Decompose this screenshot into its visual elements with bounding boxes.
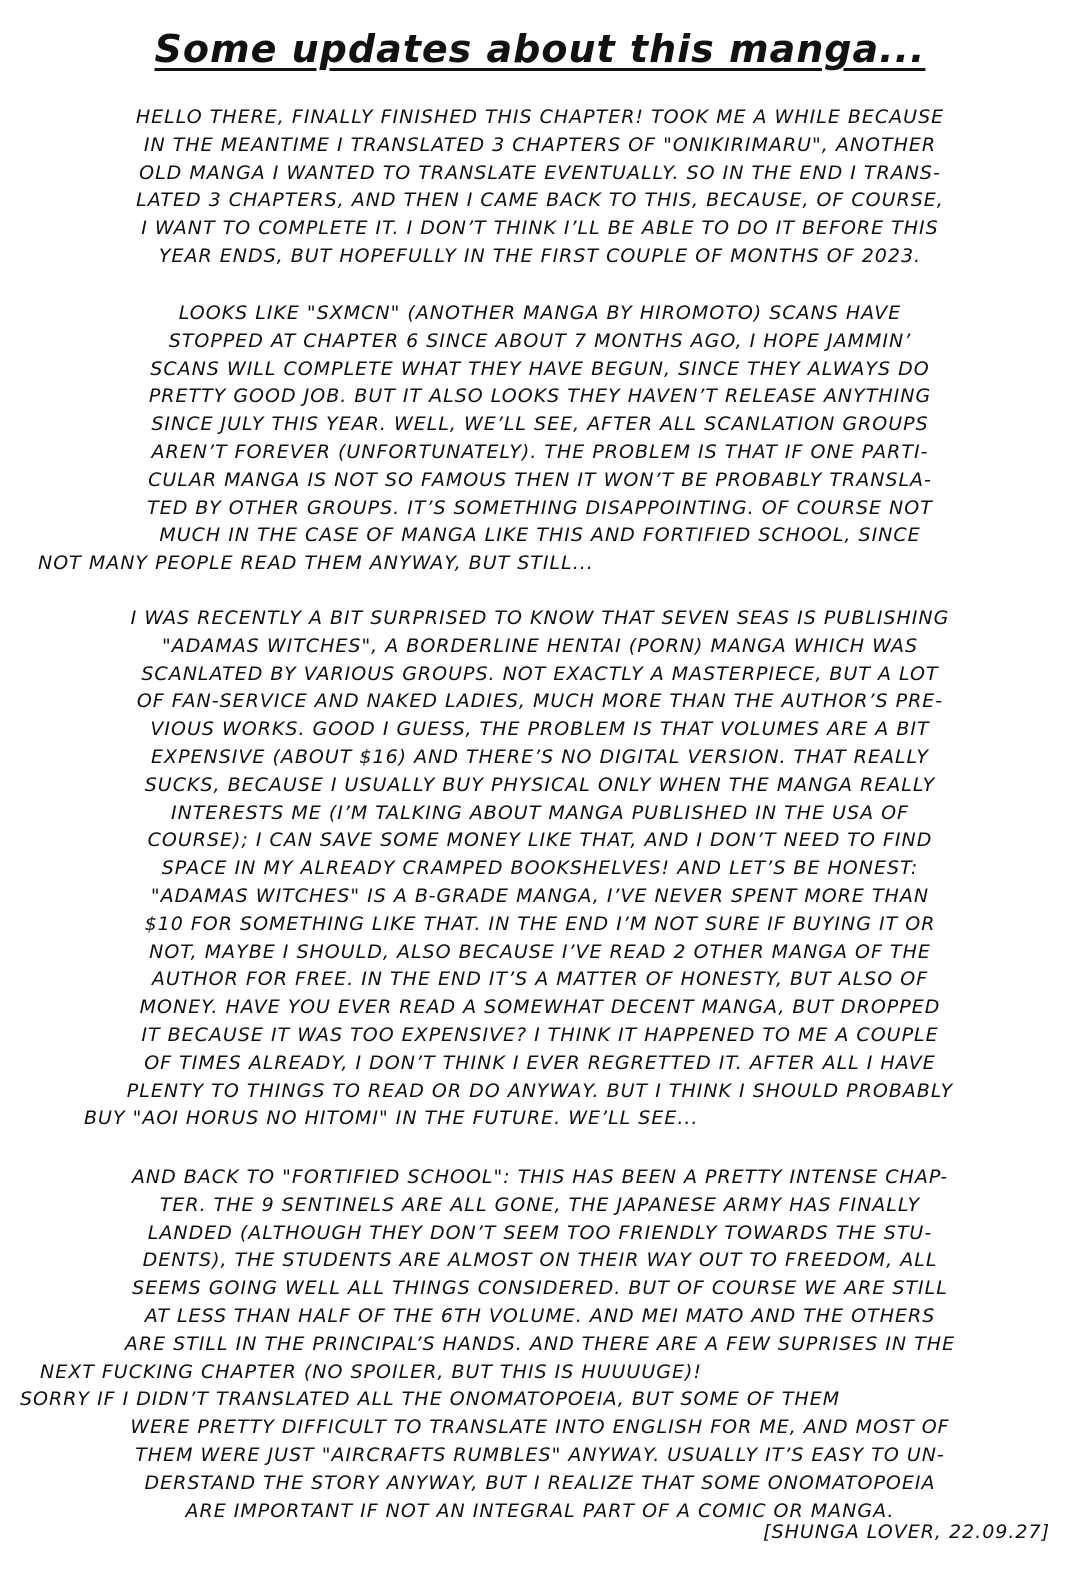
text-line: YEAR ENDS, BUT HOPEFULLY IN THE FIRST COUPLE OF MONTHS OF 2023. — [158, 244, 922, 267]
text-line: ARE IMPORTANT IF NOT AN INTEGRAL PART OF A COMIC OR MANGA. — [185, 1499, 895, 1522]
text-line: VIOUS WORKS. GOOD I GUESS, THE PROBLEM IS THAT VOLUMES ARE A BIT — [150, 718, 930, 741]
text-line: "ADAMAS WITCHES", A BORDERLINE HENTAI (PORN) MANGA WHICH WAS — [161, 634, 919, 657]
text-line: DERSTAND THE STORY ANYWAY, BUT I REALIZE THAT SOME ONOMATOPOEIA — [144, 1471, 936, 1494]
text-line: TER. THE 9 SENTINELS ARE ALL GONE, THE JAPANESE ARMY HAS FINALLY — [159, 1193, 921, 1216]
text-line: STOPPED AT CHAPTER 6 SINCE ABOUT 7 MONTHS AGO, I HOPE JAMMIN’ — [168, 329, 912, 352]
text-line: I WANT TO COMPLETE IT. I DON’T THINK I’LL BE ABLE TO DO IT BEFORE THIS — [141, 217, 939, 240]
text-line: ARE STILL IN THE PRINCIPAL’S HANDS. AND THERE ARE A FEW SUPRISES IN THE — [124, 1332, 956, 1355]
text-line: $10 FOR SOMETHING LIKE THAT. IN THE END I’M NOT SURE IF BUYING IT OR — [144, 912, 936, 935]
text-line: OF FAN-SERVICE AND NAKED LADIES, MUCH MORE THAN THE AUTHOR’S PRE- — [136, 690, 944, 713]
text-line: AND BACK TO "FORTIFIED SCHOOL": THIS HAS BEEN A PRETTY INTENSE CHAP- — [131, 1166, 949, 1188]
text-line: MONEY. HAVE YOU EVER READ A SOMEWHAT DECENT MANGA, BUT DROPPED — [139, 996, 941, 1019]
text-line: LANDED (ALTHOUGH THEY DON’T SEEM TOO FRIENDLY TOWARDS THE STU- — [147, 1221, 933, 1244]
text-line: PRETTY GOOD JOB. BUT IT ALSO LOOKS THEY HAVEN’T RELEASE ANYTHING — [148, 385, 932, 408]
text-line: BUY "AOI HORUS NO HITOMI" IN THE FUTURE. WE’LL SEE... — [84, 1107, 699, 1130]
paragraph-2 — [14, 300, 1066, 578]
text-line: SCANLATED BY VARIOUS GROUPS. NOT EXACTLY A MASTERPIECE, BUT A LOT — [141, 662, 939, 685]
text-line: SINCE JULY THIS YEAR. WELL, WE’LL SEE, AFTER ALL SCANLATION GROUPS — [151, 413, 929, 436]
text-line: OLD MANGA I WANTED TO TRANSLATE EVENTUALLY. SO IN THE END I TRANS- — [139, 161, 941, 184]
text-line: PLENTY TO THINGS TO READ OR DO ANYWAY. BUT I THINK I SHOULD PROBABLY — [126, 1079, 954, 1102]
text-line: AT LESS THAN HALF OF THE 6TH VOLUME. AND MEI MATO AND THE OTHERS — [144, 1304, 936, 1327]
text-line: EXPENSIVE (ABOUT $16) AND THERE’S NO DIGITAL VERSION. THAT REALLY — [151, 745, 929, 768]
text-line: MUCH IN THE CASE OF MANGA LIKE THIS AND FORTIFIED SCHOOL, SINCE — [159, 524, 921, 547]
text-line: NOT, MAYBE I SHOULD, ALSO BECAUSE I’VE READ 2 OTHER MANGA OF THE — [149, 940, 931, 963]
text-line: SUCKS, BECAUSE I USUALLY BUY PHYSICAL ONLY WHEN THE MANGA REALLY — [144, 773, 936, 796]
paragraph-4 — [14, 1164, 1066, 1525]
text-line: SEEMS GOING WELL ALL THINGS CONSIDERED. BUT OF COURSE WE ARE STILL — [132, 1277, 948, 1300]
paragraph-1 — [14, 104, 1066, 271]
text-line: AREN’T FOREVER (UNFORTUNATELY). THE PROBLEM IS THAT IF ONE PARTI- — [151, 440, 929, 463]
paragraph-3 — [14, 605, 1066, 1133]
text-line: NOT MANY PEOPLE READ THEM ANYWAY, BUT STILL... — [38, 552, 594, 575]
text-line: I WAS RECENTLY A BIT SURPRISED TO KNOW THAT SEVEN SEAS IS PUBLISHING — [130, 607, 950, 629]
text-line: DENTS), THE STUDENTS ARE ALMOST ON THEIR WAY OUT TO FREEDOM, ALL — [142, 1249, 938, 1272]
text-line: SORRY IF I DIDN’T TRANSLATED ALL THE ONOMATOPOEIA, BUT SOME OF THEM — [20, 1388, 841, 1411]
text-line: TED BY OTHER GROUPS. IT’S SOMETHING DISAPPOINTING. OF COURSE NOT — [147, 496, 933, 519]
text-line: AUTHOR FOR FREE. IN THE END IT’S A MATTER OF HONESTY, BUT ALSO OF — [151, 968, 929, 991]
text-line: INTERESTS ME (I’M TALKING ABOUT MANGA PUBLISHED IN THE USA OF — [170, 801, 909, 824]
text-line: HELLO THERE, FINALLY FINISHED THIS CHAPTER! TOOK ME A WHILE BECAUSE — [135, 106, 945, 128]
text-line: LOOKS LIKE "SXMCN" (ANOTHER MANGA BY HIROMOTO) SCANS HAVE — [178, 302, 902, 324]
text-line: WERE PRETTY DIFFICULT TO TRANSLATE INTO ENGLISH FOR ME, AND MOST OF — [130, 1416, 950, 1439]
text-line: IN THE MEANTIME I TRANSLATED 3 CHAPTERS OF "ONIKIRIMARU", ANOTHER — [143, 133, 937, 156]
text-line: NEXT FUCKING CHAPTER (NO SPOILER, BUT THIS IS HUUUUGE)! — [40, 1360, 703, 1383]
text-line: SCANS WILL COMPLETE WHAT THEY HAVE BEGUN, SINCE THEY ALWAYS DO — [150, 357, 930, 380]
text-line: IT BECAUSE IT WAS TOO EXPENSIVE? I THINK IT HAPPENED TO ME A COUPLE — [141, 1023, 939, 1046]
text-line: "ADAMAS WITCHES" IS A B-GRADE MANGA, I’VE NEVER SPENT MORE THAN — [150, 884, 930, 907]
text-line: OF TIMES ALREADY, I DON’T THINK I EVER REGRETTED IT. AFTER ALL I HAVE — [144, 1051, 936, 1074]
text-line: COURSE); I CAN SAVE SOME MONEY LIKE THAT, AND I DON’T NEED TO FIND — [147, 829, 933, 852]
text-line: LATED 3 CHAPTERS, AND THEN I CAME BACK TO THIS, BECAUSE, OF COURSE, — [136, 189, 944, 212]
text-line: THEM WERE JUST "AIRCRAFTS RUMBLES" ANYWAY. USUALLY IT’S EASY TO UN- — [135, 1443, 945, 1466]
page-title: Some updates about this manga... — [154, 27, 926, 71]
text-line: CULAR MANGA IS NOT SO FAMOUS THEN IT WON’T BE PROBABLY TRANSLA- — [148, 468, 932, 491]
signature: [SHUNGA LOVER, 22.09.27] — [763, 1521, 1050, 1543]
text-line: SPACE IN MY ALREADY CRAMPED BOOKSHELVES! AND LET’S BE HONEST: — [161, 857, 919, 880]
